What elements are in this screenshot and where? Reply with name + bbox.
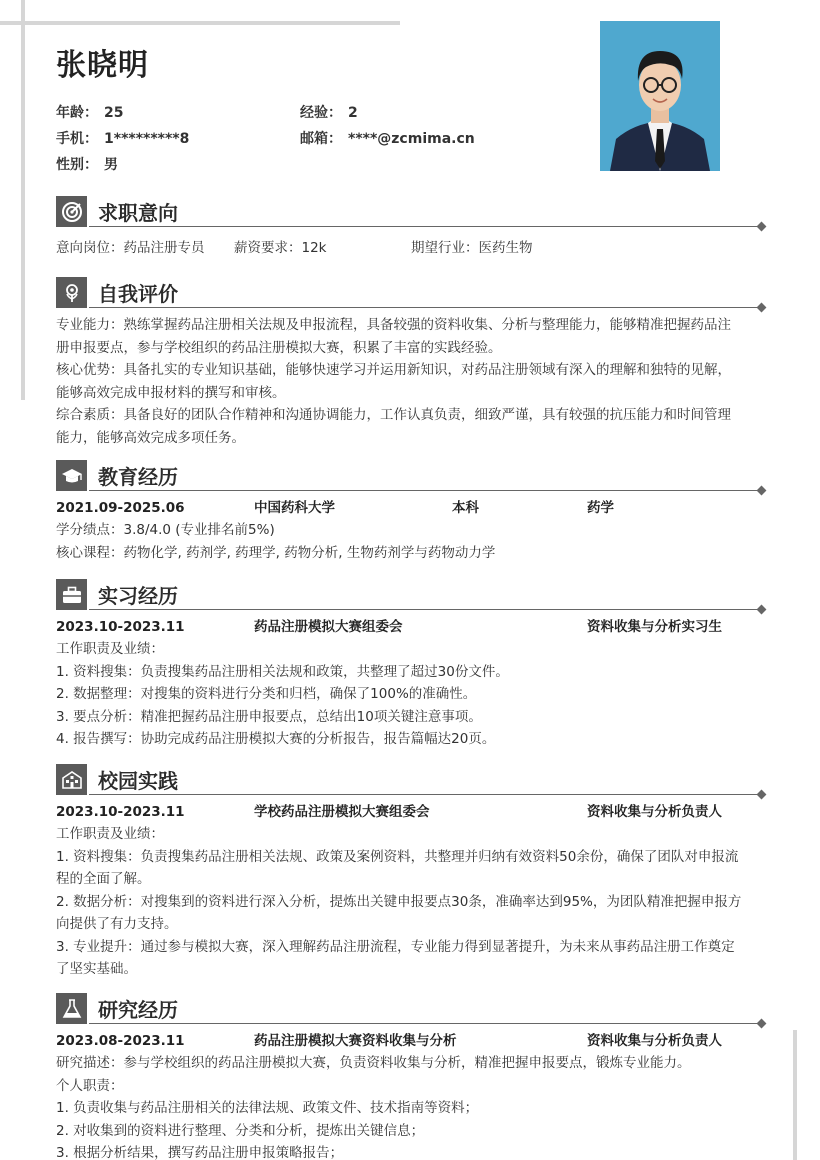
internship-org: 药品注册模拟大赛组委会 — [254, 619, 403, 635]
section-divider — [89, 1023, 761, 1024]
section-header — [56, 761, 765, 797]
text-line: 1. 资料搜集：负责搜集药品注册相关法规、政策及案例资料，共整理并归纳有效资料50余份，确保了团队对申报流 — [56, 848, 739, 865]
section-divider — [89, 794, 761, 795]
intent-salary: 薪资要求：12k — [234, 240, 327, 256]
research-project: 药品注册模拟大赛资料收集与分析 — [254, 1033, 457, 1049]
school-building-icon — [56, 764, 87, 795]
divider-end-diamond — [757, 1019, 767, 1029]
age-field — [56, 102, 123, 122]
text-line: 3. 专业提升：通过参与模拟大赛，深入理解药品注册流程，专业能力得到显著提升，为未来从事药品注册工作奠定 — [56, 938, 735, 955]
age-label: 年龄： — [56, 105, 98, 121]
text-line: 4. 报告撰写：协助完成药品注册模拟大赛的分析报告，报告篇幅达20页。 — [56, 731, 496, 747]
section-education — [56, 457, 765, 564]
flower-icon — [56, 277, 87, 308]
intent-row — [56, 237, 765, 259]
text-line: 核心课程：药物化学, 药剂学, 药理学, 药物分析, 生物药剂学与药物动力学 — [56, 544, 496, 561]
experience-label: 经验： — [300, 105, 342, 121]
intent-industry: 期望行业：医药生物 — [411, 240, 533, 256]
phone-label: 手机： — [56, 131, 98, 147]
text-line: 2. 数据整理：对搜集的资料进行分类和归档，确保了100%的准确性。 — [56, 686, 477, 702]
text-line: 2. 对收集到的资料进行整理、分类和分析，提炼出关键信息； — [56, 1122, 425, 1139]
section-divider — [89, 307, 761, 308]
briefcase-icon — [56, 579, 87, 610]
graduation-cap-icon — [56, 460, 87, 491]
candidate-name: 张晓明 — [56, 48, 149, 83]
decorative-left-line — [21, 0, 25, 400]
gender-field — [56, 154, 118, 174]
section-campus-practice — [56, 761, 765, 981]
text-line: 程的全面了解。 — [56, 871, 151, 887]
divider-end-diamond — [757, 486, 767, 496]
text-line: 研究描述：参与学校组织的药品注册模拟大赛，负责资料收集与分析，精准把握申报要点，锻炼专业能力。 — [56, 1055, 691, 1071]
profile-photo — [600, 21, 720, 171]
text-line: 了坚实基础。 — [56, 961, 137, 977]
section-title: 自我评价 — [98, 282, 178, 306]
experience-field — [300, 102, 358, 122]
text-line: 1. 资料搜集：负责搜集药品注册相关法规和政策，共整理了超过30份文件。 — [56, 663, 509, 680]
divider-end-diamond — [757, 790, 767, 800]
education-school: 中国药科大学 — [254, 500, 335, 516]
age-value: 25 — [104, 105, 124, 121]
decorative-right-line — [793, 1030, 797, 1160]
text-line: 综合素质：具备良好的团队合作精神和沟通协调能力，工作认真负责，细致严谨，具有较强的抗压能力和时间管理 — [56, 407, 731, 423]
self-evaluation-text — [56, 314, 765, 449]
section-header — [56, 193, 765, 229]
email-label: 邮箱： — [300, 131, 342, 147]
text-line: 2. 数据分析：对搜集到的资料进行深入分析，提炼出关键申报要点30条，准确率达到95%，为团队精准把握申报方 — [56, 893, 742, 910]
research-header-row — [56, 1030, 765, 1052]
section-header — [56, 576, 765, 612]
internship-period: 2023.10-2023.11 — [56, 619, 185, 635]
education-major: 药学 — [587, 500, 614, 516]
gender-value: 男 — [104, 157, 118, 173]
text-line: 能力，能够高效完成多项任务。 — [56, 429, 245, 446]
section-title: 教育经历 — [98, 465, 178, 489]
section-title: 求职意向 — [98, 201, 178, 225]
email-value: ****@zcmima.cn — [348, 131, 475, 147]
divider-end-diamond — [757, 222, 767, 232]
gender-label: 性别： — [56, 157, 98, 173]
campus-role: 资料收集与分析负责人 — [587, 804, 722, 820]
section-title: 实习经历 — [98, 584, 178, 608]
section-internship — [56, 576, 765, 751]
text-line: 能够高效完成申报材料的撰写和审核。 — [56, 384, 286, 401]
section-research — [56, 990, 765, 1160]
section-divider — [89, 609, 761, 610]
section-title: 研究经历 — [98, 998, 178, 1022]
section-header — [56, 457, 765, 493]
text-line: 3. 要点分析：精准把握药品注册申报要点，总结出10项关键注意事项。 — [56, 708, 482, 725]
intent-position: 意向岗位：药品注册专员 — [56, 240, 205, 256]
text-line: 3. 根据分析结果，撰写药品注册申报策略报告； — [56, 1145, 344, 1160]
section-divider — [89, 226, 761, 227]
campus-header-row — [56, 801, 765, 823]
section-divider — [89, 490, 761, 491]
text-line: 册申报要点，参与学校组织的药品注册模拟大赛，积累了丰富的实践经验。 — [56, 339, 502, 356]
text-line: 向提供了有力支持。 — [56, 916, 178, 932]
experience-value: 2 — [348, 105, 358, 121]
section-title: 校园实践 — [98, 769, 178, 793]
email-field — [300, 128, 475, 148]
internship-role: 资料收集与分析实习生 — [587, 619, 722, 635]
target-icon — [56, 196, 87, 227]
text-line: 工作职责及业绩： — [56, 826, 164, 842]
education-header-row — [56, 497, 765, 519]
section-header — [56, 990, 765, 1026]
flask-icon — [56, 993, 87, 1024]
decorative-top-line — [0, 21, 400, 25]
text-line: 核心优势：具备扎实的专业知识基础，能够快速学习并运用新知识，对药品注册领域有深入的理解和独特的见解， — [56, 362, 731, 378]
section-self-evaluation — [56, 274, 765, 449]
campus-period: 2023.10-2023.11 — [56, 804, 185, 820]
section-header — [56, 274, 765, 310]
text-line: 个人职责： — [56, 1077, 124, 1094]
research-period: 2023.08-2023.11 — [56, 1033, 185, 1049]
phone-field — [56, 128, 189, 148]
phone-value: 1*********8 — [104, 131, 190, 147]
text-line: 学分绩点：3.8/4.0 (专业排名前5%) — [56, 522, 275, 538]
divider-end-diamond — [757, 605, 767, 615]
section-job-intent — [56, 193, 765, 259]
education-period: 2021.09-2025.06 — [56, 500, 185, 516]
campus-org: 学校药品注册模拟大赛组委会 — [254, 804, 430, 820]
text-line: 1. 负责收集与药品注册相关的法律法规、政策文件、技术指南等资料； — [56, 1100, 479, 1116]
internship-header-row — [56, 616, 765, 638]
education-degree: 本科 — [452, 500, 479, 516]
text-line: 专业能力：熟练掌握药品注册相关法规及申报流程，具备较强的资料收集、分析与整理能力，能够精准把握药品注 — [56, 317, 731, 333]
research-role: 资料收集与分析负责人 — [587, 1033, 722, 1049]
text-line: 工作职责及业绩： — [56, 641, 164, 657]
divider-end-diamond — [757, 303, 767, 313]
